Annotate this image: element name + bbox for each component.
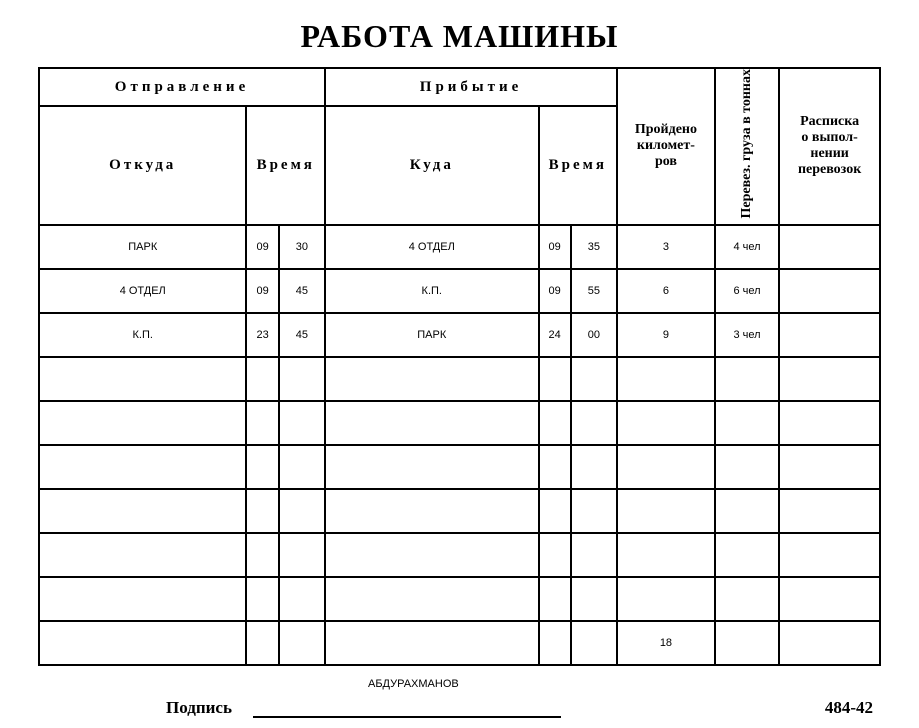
cell-kilometers[interactable]: 3 — [617, 225, 715, 269]
cell-receipt[interactable] — [779, 269, 880, 313]
cell-from[interactable]: 4 ОТДЕЛ — [39, 269, 246, 313]
cell-arrival-minute[interactable] — [571, 357, 617, 401]
cell-arrival-minute[interactable] — [571, 445, 617, 489]
cell-cargo[interactable] — [715, 533, 779, 577]
cell-departure-minute[interactable] — [279, 445, 325, 489]
cell-departure-minute[interactable] — [279, 357, 325, 401]
cell-cargo[interactable] — [715, 401, 779, 445]
cell-arrival-hour[interactable] — [539, 489, 571, 533]
cell-kilometers[interactable]: 6 — [617, 269, 715, 313]
cell-kilometers[interactable] — [617, 533, 715, 577]
cell-kilometers-total[interactable]: 18 — [617, 621, 715, 665]
document-page — [0, 18, 919, 728]
table-row[interactable] — [39, 269, 880, 313]
table-row[interactable] — [39, 445, 880, 489]
cell-from[interactable]: К.П. — [39, 313, 246, 357]
cell-receipt[interactable] — [779, 401, 880, 445]
cell-departure-hour[interactable] — [246, 489, 278, 533]
form-code: 484-42 — [824, 697, 873, 717]
cargo-vertical-text — [740, 69, 755, 219]
cell-to[interactable]: 4 ОТДЕЛ — [325, 225, 539, 269]
column-header-arrival-time: Время — [539, 106, 618, 224]
cell-kilometers[interactable]: 9 — [617, 313, 715, 357]
table-row[interactable] — [39, 489, 880, 533]
cell-receipt[interactable] — [779, 533, 880, 577]
cell-to[interactable] — [325, 401, 539, 445]
cell-receipt[interactable] — [779, 313, 880, 357]
group-header-arrival: Прибытие — [325, 68, 617, 106]
cell-departure-hour[interactable] — [246, 621, 278, 665]
cell-departure-hour[interactable]: 09 — [246, 269, 278, 313]
receipt-line-2: о выпол- — [801, 130, 858, 146]
cell-departure-hour[interactable] — [246, 401, 278, 445]
column-header-receipt — [779, 68, 880, 225]
cell-arrival-hour[interactable] — [539, 533, 571, 577]
cell-arrival-minute[interactable]: 35 — [571, 225, 617, 269]
table-row[interactable] — [39, 401, 880, 445]
cell-departure-hour[interactable] — [246, 577, 278, 621]
cell-to[interactable]: К.П. — [325, 269, 539, 313]
table-row[interactable] — [39, 357, 880, 401]
cell-cargo[interactable] — [715, 445, 779, 489]
cell-from[interactable] — [39, 445, 246, 489]
cell-to[interactable] — [325, 489, 539, 533]
cell-receipt[interactable] — [779, 577, 880, 621]
cell-departure-hour[interactable] — [246, 357, 278, 401]
cell-arrival-minute[interactable] — [571, 489, 617, 533]
kilometers-line-1: Пройдено — [634, 122, 697, 138]
cell-arrival-hour[interactable]: 09 — [539, 225, 571, 269]
cell-receipt[interactable] — [779, 489, 880, 533]
cell-departure-hour[interactable] — [246, 445, 278, 489]
cell-arrival-hour[interactable] — [539, 445, 571, 489]
cell-departure-minute[interactable]: 45 — [279, 269, 325, 313]
cell-arrival-hour[interactable] — [539, 621, 571, 665]
cell-departure-minute[interactable] — [279, 401, 325, 445]
table-body — [39, 225, 880, 665]
cell-departure-minute[interactable]: 30 — [279, 225, 325, 269]
cell-from[interactable] — [39, 577, 246, 621]
cell-to[interactable] — [325, 621, 539, 665]
table-row[interactable] — [39, 533, 880, 577]
cell-departure-minute[interactable]: 45 — [279, 313, 325, 357]
cell-to[interactable] — [325, 577, 539, 621]
cell-cargo[interactable] — [715, 577, 779, 621]
cell-kilometers[interactable] — [617, 357, 715, 401]
cell-to[interactable] — [325, 357, 539, 401]
kilometers-line-3: ров — [654, 154, 677, 170]
cell-kilometers[interactable] — [617, 577, 715, 621]
cell-arrival-minute[interactable] — [571, 577, 617, 621]
cell-departure-minute[interactable] — [279, 621, 325, 665]
cell-to[interactable] — [325, 445, 539, 489]
cell-arrival-hour[interactable] — [539, 401, 571, 445]
cell-cargo[interactable]: 4 чел — [715, 225, 779, 269]
group-header-row — [39, 68, 880, 106]
cell-kilometers[interactable] — [617, 445, 715, 489]
cell-departure-hour[interactable]: 23 — [246, 313, 278, 357]
column-header-cargo-tons — [715, 68, 779, 225]
cell-cargo[interactable] — [715, 357, 779, 401]
group-header-departure: Отправление — [39, 68, 325, 106]
cell-to[interactable] — [325, 533, 539, 577]
cell-arrival-hour[interactable]: 09 — [539, 269, 571, 313]
cell-from[interactable] — [39, 489, 246, 533]
worksheet-table-wrapper — [38, 67, 881, 666]
receipt-line-4: перевозок — [797, 162, 862, 178]
cell-cargo[interactable] — [715, 621, 779, 665]
cell-arrival-hour[interactable]: 24 — [539, 313, 571, 357]
cell-receipt[interactable] — [779, 225, 880, 269]
cell-receipt[interactable] — [779, 621, 880, 665]
cell-departure-hour[interactable] — [246, 533, 278, 577]
cell-to[interactable]: ПАРК — [325, 313, 539, 357]
cargo-line-2: груза — [738, 127, 754, 161]
cell-kilometers[interactable] — [617, 489, 715, 533]
column-header-from: Откуда — [39, 106, 246, 224]
cell-cargo[interactable]: 6 чел — [715, 269, 779, 313]
signature-name: АБДУРАХМАНОВ — [368, 677, 459, 690]
signature-label: Подпись — [166, 697, 232, 717]
cell-arrival-hour[interactable] — [539, 577, 571, 621]
receipt-line-1: Расписка — [800, 114, 860, 130]
cell-from[interactable] — [39, 401, 246, 445]
cell-cargo[interactable]: 3 чел — [715, 313, 779, 357]
cell-departure-hour[interactable]: 09 — [246, 225, 278, 269]
cell-from[interactable]: ПАРК — [39, 225, 246, 269]
cell-receipt[interactable] — [779, 445, 880, 489]
cell-cargo[interactable] — [715, 489, 779, 533]
footer — [38, 677, 881, 726]
cell-arrival-hour[interactable] — [539, 357, 571, 401]
cell-arrival-minute[interactable] — [571, 621, 617, 665]
kilometers-line-2: километ- — [636, 138, 695, 154]
cargo-line-1: Перевез. — [738, 164, 754, 219]
table-row[interactable] — [39, 313, 880, 357]
table-row[interactable] — [39, 225, 880, 269]
cell-from[interactable] — [39, 621, 246, 665]
cell-from[interactable] — [39, 533, 246, 577]
column-header-departure-time: Время — [246, 106, 325, 224]
table-row[interactable] — [39, 577, 880, 621]
cell-arrival-minute[interactable]: 00 — [571, 313, 617, 357]
page-title: РАБОТА МАШИНЫ — [300, 18, 619, 54]
cell-from[interactable] — [39, 357, 246, 401]
cell-departure-minute[interactable] — [279, 489, 325, 533]
cell-departure-minute[interactable] — [279, 577, 325, 621]
table-row[interactable] — [39, 621, 880, 665]
cell-receipt[interactable] — [779, 357, 880, 401]
receipt-line-3: нении — [810, 146, 849, 162]
column-header-to: Куда — [325, 106, 539, 224]
cell-departure-minute[interactable] — [279, 533, 325, 577]
vehicle-work-table — [38, 67, 881, 666]
signature-line[interactable] — [253, 716, 561, 718]
cell-arrival-minute[interactable] — [571, 533, 617, 577]
cell-arrival-minute[interactable] — [571, 401, 617, 445]
cell-kilometers[interactable] — [617, 401, 715, 445]
cell-arrival-minute[interactable]: 55 — [571, 269, 617, 313]
column-header-kilometers — [617, 68, 715, 225]
cargo-line-3: в тоннах — [738, 69, 754, 124]
table-head — [39, 68, 880, 225]
